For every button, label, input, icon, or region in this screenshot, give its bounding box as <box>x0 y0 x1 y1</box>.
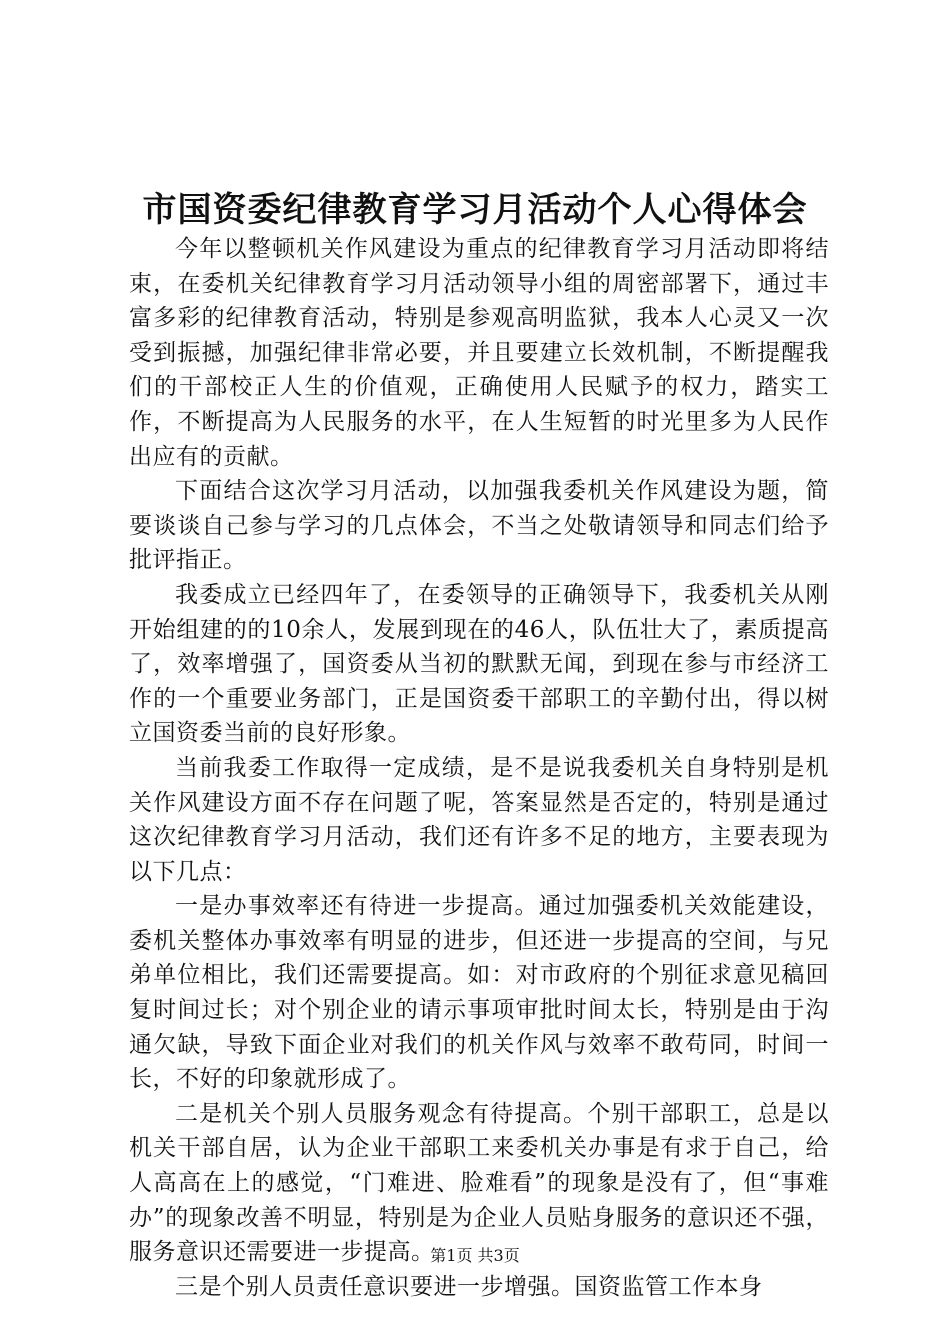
page-footer: 第1页 共3页 <box>430 1246 520 1265</box>
document-body <box>129 232 829 1304</box>
paragraph: 三是个别人员责任意识要进一步增强。国资监管工作本身 <box>175 1273 763 1300</box>
paragraph: 我委成立已经四年了，在委领导的正确领导下，我委机关从刚开始组建的的10余人，发展到现在的46人，队伍壮大了，素质提高了，效率增强了，国资委从当初的默默无闻，到现在参与市经济工作的一个重要业务部门，正是国资委干部职工的辛勤付出，得以树立国资委当前的良好形象。 <box>129 581 829 747</box>
paragraph: 下面结合这次学习月活动，以加强我委机关作风建设为题，简要谈谈自己参与学习的几点体会，不当之处敬请领导和同志们给予批评指正。 <box>129 478 829 574</box>
paragraph: 当前我委工作取得一定成绩，是不是说我委机关自身特别是机关作风建设方面不存在问题了呢，答案显然是否定的，特别是通过这次纪律教育学习月活动，我们还有许多不足的地方，主要表现为以下几点： <box>129 754 829 885</box>
paragraph: 一是办事效率还有待进一步提高。通过加强委机关效能建设，委机关整体办事效率有明显的进步，但还进一步提高的空间，与兄弟单位相比，我们还需要提高。如：对市政府的个别征求意见稿回复时间过长；对个别企业的请示事项审批时间太长，特别是由于沟通欠缺，导致下面企业对我们的机关作风与效率不敢苟同，时间一长，不好的印象就形成了。 <box>129 893 829 1093</box>
paragraph: 二是机关个别人员服务观念有待提高。个别干部职工，总是以机关干部自居，认为企业干部职工来委机关办事是有求于自己，给人高高在上的感觉，“门难进、脸难看”的现象是没有了，但“事难办”的现象改善不明显，特别是为企业人员贴身服务的意识还不强，服务意识还需要进一步提高。 <box>129 1100 829 1266</box>
paragraph: 今年以整顿机关作风建设为重点的纪律教育学习月活动即将结束，在委机关纪律教育学习月活动领导小组的周密部署下，通过丰富多彩的纪律教育活动，特别是参观高明监狱，我本人心灵又一次受到振撼，加强纪律非常必要，并且要建立长效机制，不断提醒我们的干部校正人生的价值观，正确使用人民赋予的权力，踏实工作，不断提高为人民服务的水平，在人生短暂的时光里多为人民作出应有的贡献。 <box>129 236 829 470</box>
document-title: 市国资委纪律教育学习月活动个人心得体会 <box>142 190 808 230</box>
